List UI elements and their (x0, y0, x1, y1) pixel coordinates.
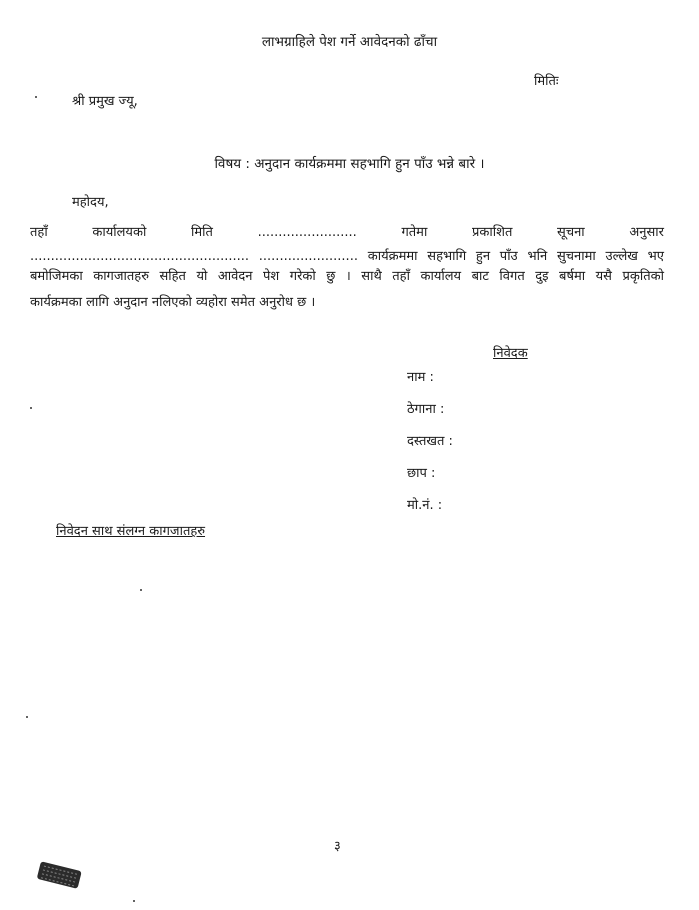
body-word: गतेमा (401, 225, 428, 240)
salutation: महोदय, (72, 195, 109, 210)
body-word: तहाँ (30, 225, 48, 240)
applicant-field-seal: छाप : (407, 466, 436, 481)
page-number: ३ (334, 839, 341, 854)
attachments-heading: निवेदन साथ संलग्न कागजातहरु (56, 524, 206, 539)
body-line-3: बमोजिमका कागजातहरु सहित यो आवेदन पेश गरेको छु । साथै तहाँ कार्यालय बाट विगत दुइ बर्षमा यसै प्रकृतिको (30, 269, 664, 284)
applicant-field-signature: दस्तखत : (407, 434, 453, 449)
applicant-field-name: नाम : (407, 370, 434, 385)
body-line-4: कार्यक्रमका लागि अनुदान नलिएको व्यहोरा समेत अनुरोध छ । (30, 295, 316, 310)
scan-speck (140, 589, 142, 591)
applicant-heading: निवेदक (493, 346, 528, 361)
body-line-2: ..................................................... ........................ कार्यक्रममा सहभागि हुन पाँउ भनि सुचनामा उल्लेख भए (30, 249, 664, 264)
applicant-field-mobile: मो.नं. : (407, 498, 443, 513)
body-line-1 (30, 222, 664, 244)
body-word: सूचना (557, 225, 585, 240)
subject-line: विषय : अनुदान कार्यक्रममा सहभागि हुन पाँउ भन्ने बारे । (214, 156, 485, 172)
date-label: मितिः (534, 74, 559, 89)
scan-speck (26, 716, 28, 718)
body-word: प्रकाशित (472, 225, 513, 240)
body-word: मिति (191, 225, 213, 240)
scan-speck (133, 900, 135, 902)
addressee: श्री प्रमुख ज्यू, (72, 94, 138, 109)
scan-speck (35, 96, 37, 98)
scan-smudge-mark (34, 860, 84, 892)
date-blank: ........................ (257, 225, 357, 240)
document-title: लाभग्राहिले पेश गर्ने आवेदनको ढाँचा (261, 34, 438, 50)
body-word: अनुसार (629, 225, 664, 240)
applicant-field-address: ठेगाना : (407, 402, 445, 417)
body-word: कार्यालयको (92, 225, 147, 240)
scan-speck (30, 407, 32, 409)
